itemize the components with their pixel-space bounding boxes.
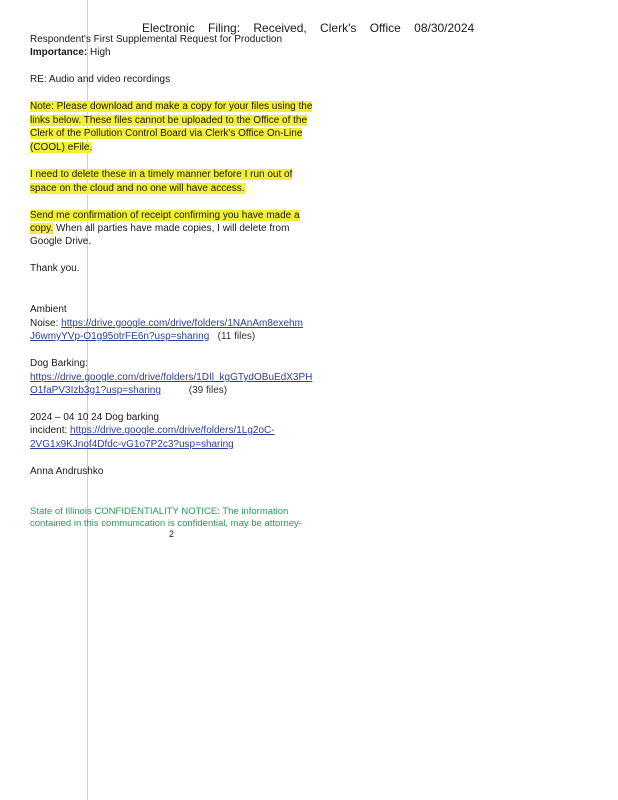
importance-value: High bbox=[90, 47, 111, 58]
dog-link-line bbox=[30, 371, 312, 384]
thanks-line: Thank you. bbox=[30, 263, 80, 274]
page-number: 2 bbox=[169, 529, 175, 539]
subject-line: Respondent's First Supplemental Request for Production bbox=[30, 34, 283, 45]
confirm-line: copy. When all parties have made copies, I will delete from bbox=[30, 223, 290, 234]
dog-link-line bbox=[30, 384, 227, 397]
note-line: (COOL) eFile. bbox=[30, 142, 93, 153]
importance-line bbox=[30, 46, 111, 59]
incident-link[interactable]: https://drive.google.com/drive/folders/1Lg2oC- bbox=[70, 425, 275, 436]
filing-stamp: Electronic Filing: Received, Clerk's Office 08/30/2024 bbox=[142, 21, 475, 35]
delete-line: space on the cloud and no one will have access. bbox=[30, 183, 245, 194]
ambient-noise-link[interactable]: https://drive.google.com/drive/folders/1NAnAm8exehm bbox=[61, 318, 303, 329]
confirm-line: Google Drive. bbox=[30, 236, 92, 247]
dog-barking-link[interactable]: https://drive.google.com/drive/folders/1DIl_kgGTydOBuEdX3PH bbox=[30, 372, 313, 383]
importance-label: Importance: bbox=[30, 47, 88, 58]
incident-title: 2024 – 04 10 24 Dog barking bbox=[30, 412, 159, 423]
dog-barking-link[interactable]: O1faPV3Izb3g1?usp=sharing bbox=[30, 385, 161, 396]
incident-link-line: incident: https://drive.google.com/drive/folders/1Lg2oC- bbox=[30, 425, 275, 436]
ambient-link-line: Noise: https://drive.google.com/drive/folders/1NAnAm8exehm bbox=[30, 318, 303, 329]
ambient-count: (11 files) bbox=[217, 331, 256, 342]
confirm-line: Send me confirmation of receipt confirming you have made a bbox=[30, 210, 300, 221]
dog-count: (39 files) bbox=[188, 385, 228, 396]
incident-link[interactable]: 2VG1x9KJnof4Dfdc-vG1o7P2c3?usp=sharing bbox=[30, 439, 234, 450]
note-line: Clerk of the Pollution Control Board via Clerk's Office On-Line bbox=[30, 128, 303, 139]
confidentiality-notice: contained in this communication is confidential, may be attorney- bbox=[30, 518, 302, 529]
signature: Anna Andrushko bbox=[30, 466, 104, 477]
ambient-title: Ambient bbox=[30, 304, 67, 315]
re-line: RE: Audio and video recordings bbox=[30, 74, 171, 85]
ambient-link-line bbox=[30, 330, 255, 343]
note-line: links below. These files cannot be uploaded to the Office of the bbox=[30, 115, 308, 126]
dog-title: Dog Barking: bbox=[30, 358, 88, 369]
ambient-noise-link[interactable]: J6wmyYVp-O1g95otrFE6n?usp=sharing bbox=[30, 331, 210, 342]
confidentiality-notice: State of Illinois CONFIDENTIALITY NOTICE: The information bbox=[30, 506, 289, 517]
incident-link-line bbox=[30, 438, 234, 451]
delete-line: I need to delete these in a timely manner before I run out of bbox=[30, 169, 293, 180]
note-line: Note: Please download and make a copy for your files using the bbox=[30, 101, 313, 112]
